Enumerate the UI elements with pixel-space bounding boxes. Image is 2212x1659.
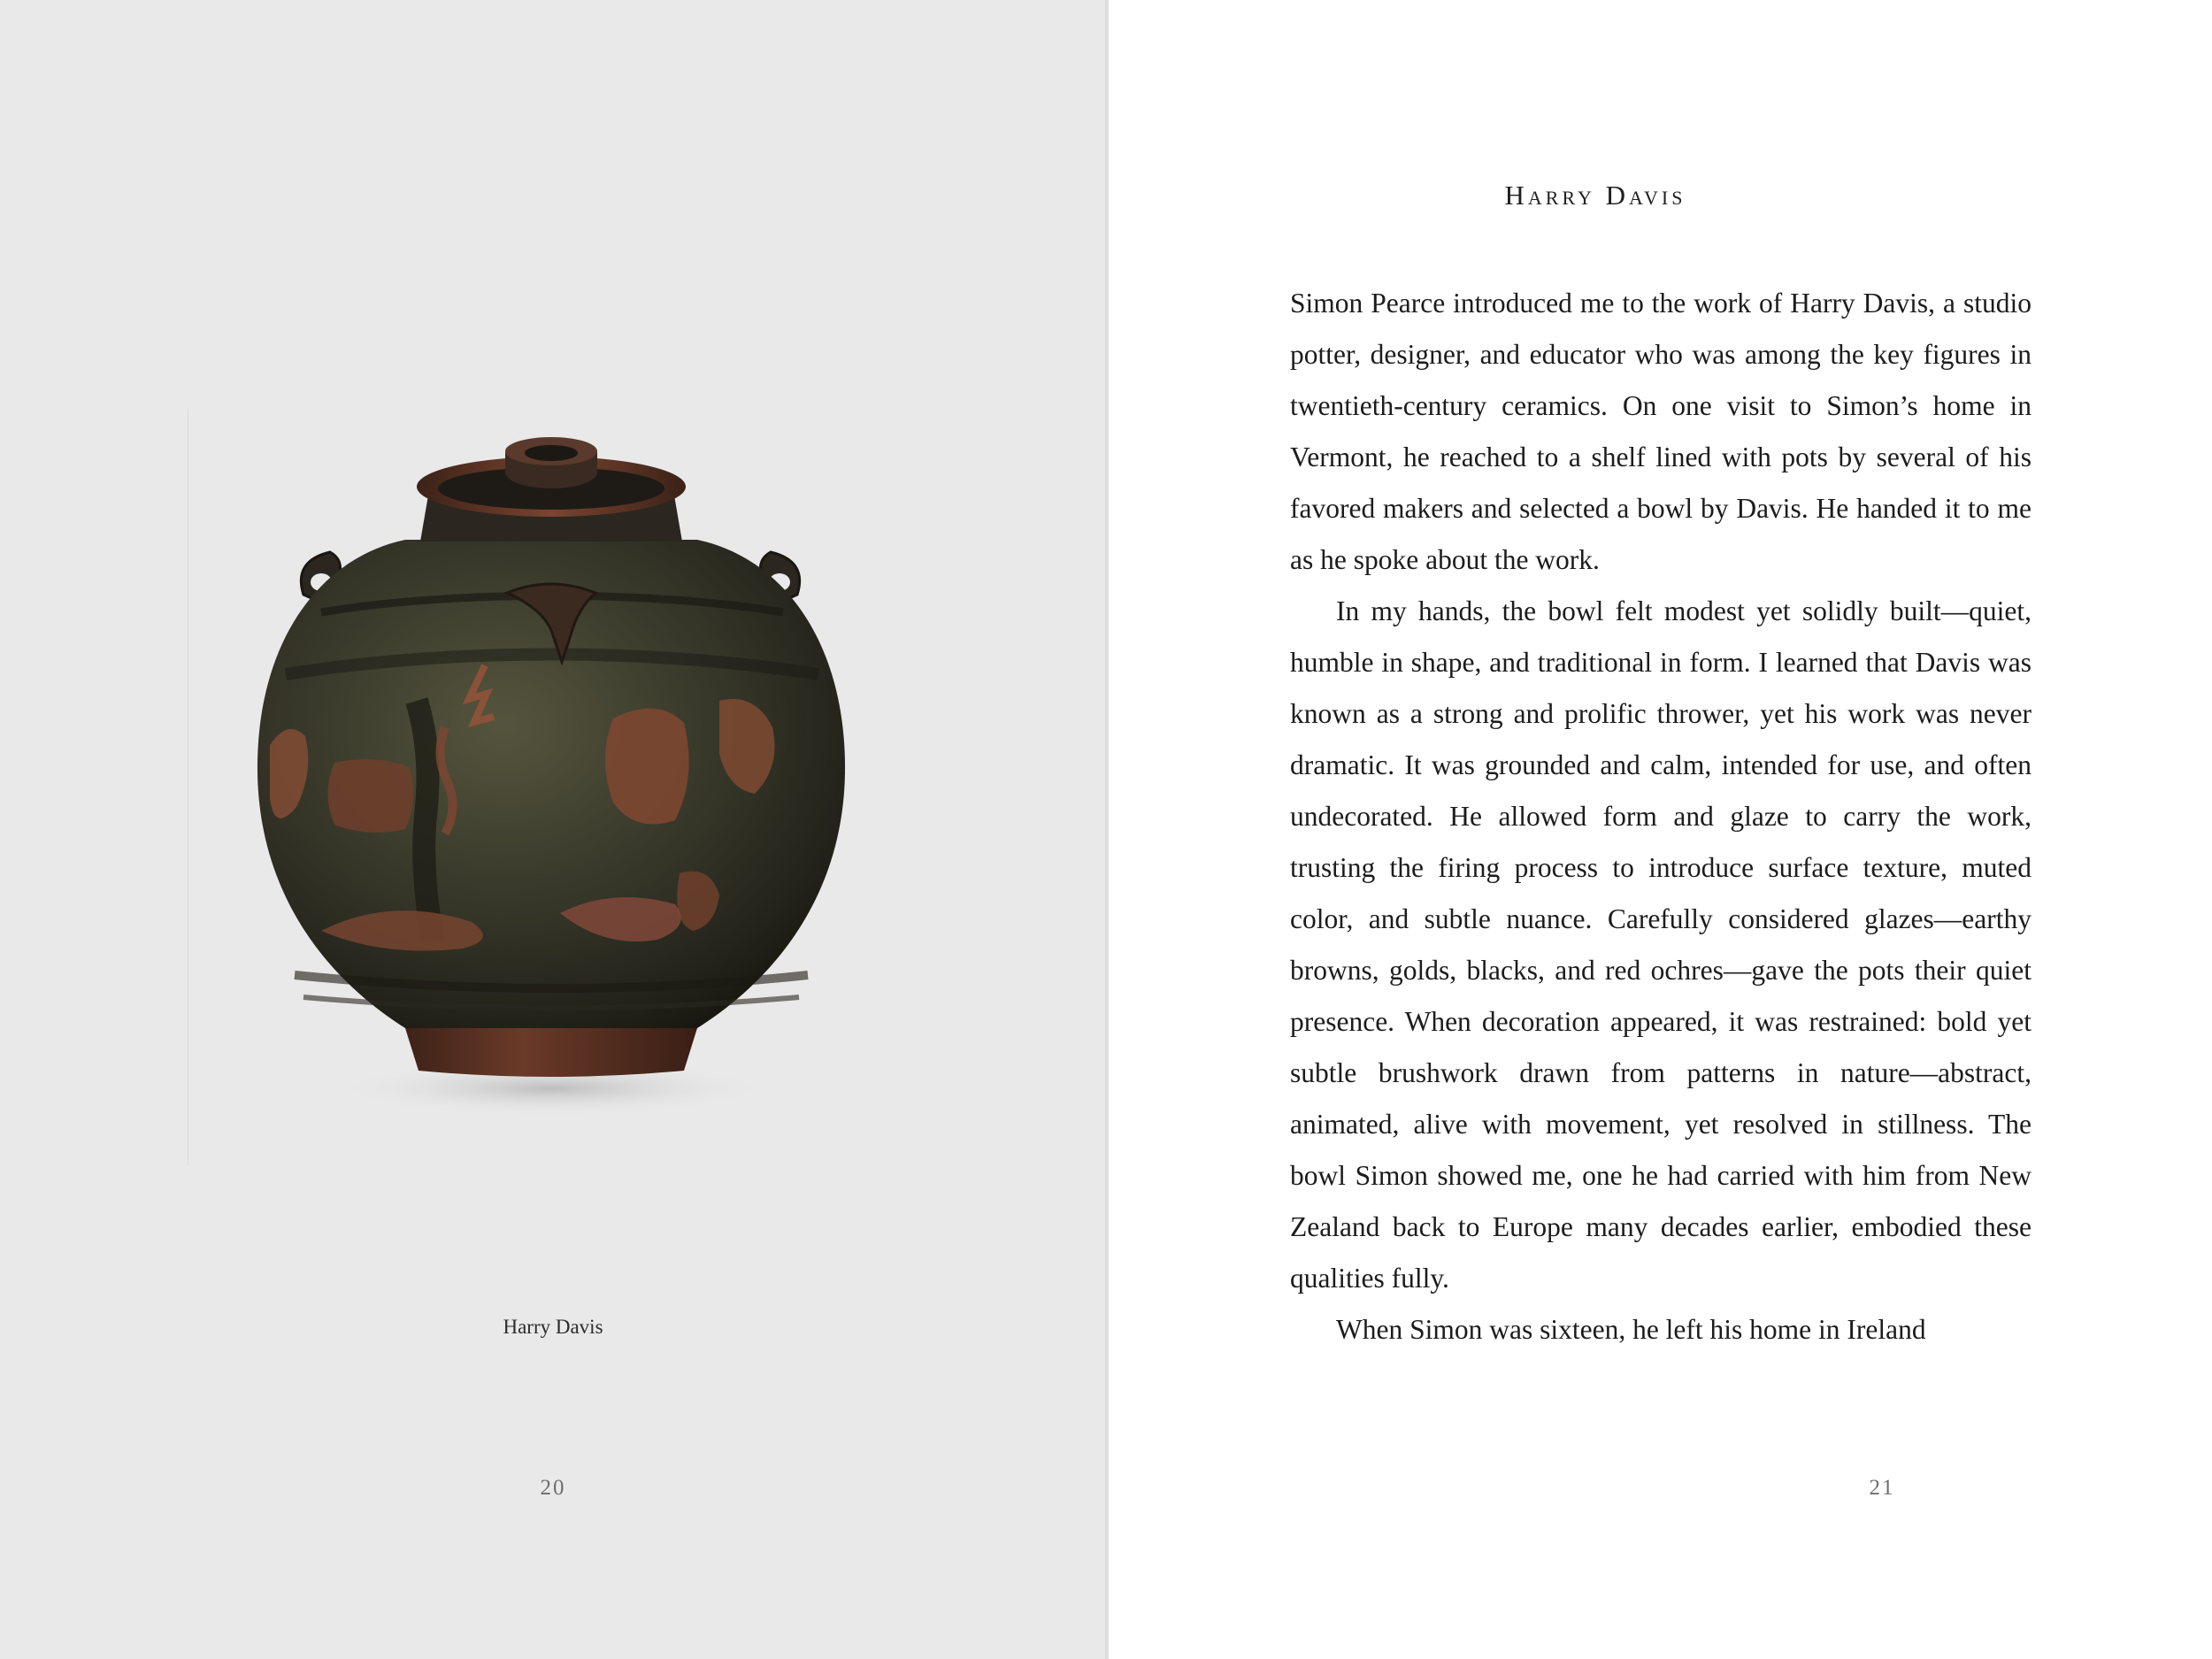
jar-image bbox=[188, 409, 914, 1165]
paragraph-1: Simon Pearce introduced me to the work of Harry Davis, a studio potter, designer, and educator who was among the key figures in twentieth-century ceramics. On one visit to Simon’s home in Vermont, he reached to a shelf lined with pots by several of his favored makers and selected a bowl by Davis. He handed it to me as he spoke about the work. bbox=[1290, 288, 2032, 575]
page-number-left: 20 bbox=[540, 1476, 566, 1500]
paragraph-2: In my hands, the bowl felt modest yet solidly built—quiet, humble in shape, and traditional in form. I learned that Davis was known as a strong and prolific thrower, yet his work was never dramatic. It was grounded and calm, intended for use, and often undecorated. He allowed form and glaze to carry the work, trusting the firing process to introduce surface texture, muted color, and subtle nuance. Carefully considered glazes—earthy browns, golds, blacks, and red ochres—gave the pots their quiet presence. When decoration appeared, it was restrained: bold yet subtle brushwork drawn from patterns in nature—abstract, animated, alive with movement, yet resolved in stillness. The bowl Simon showed me, one he had carried with him from New Zealand back to Europe many decades earlier, embodied these qualities fully. bbox=[1290, 595, 2032, 1294]
running-head: Harry Davis bbox=[1504, 180, 1686, 211]
body-text bbox=[1290, 278, 2032, 1356]
paragraph-3: When Simon was sixteen, he left his home in Ireland bbox=[1336, 1314, 1926, 1345]
jar-photograph bbox=[188, 409, 914, 1165]
right-page bbox=[1109, 0, 2212, 1659]
photo-caption: Harry Davis bbox=[503, 1316, 603, 1338]
page-number-right: 21 bbox=[1869, 1476, 1895, 1500]
